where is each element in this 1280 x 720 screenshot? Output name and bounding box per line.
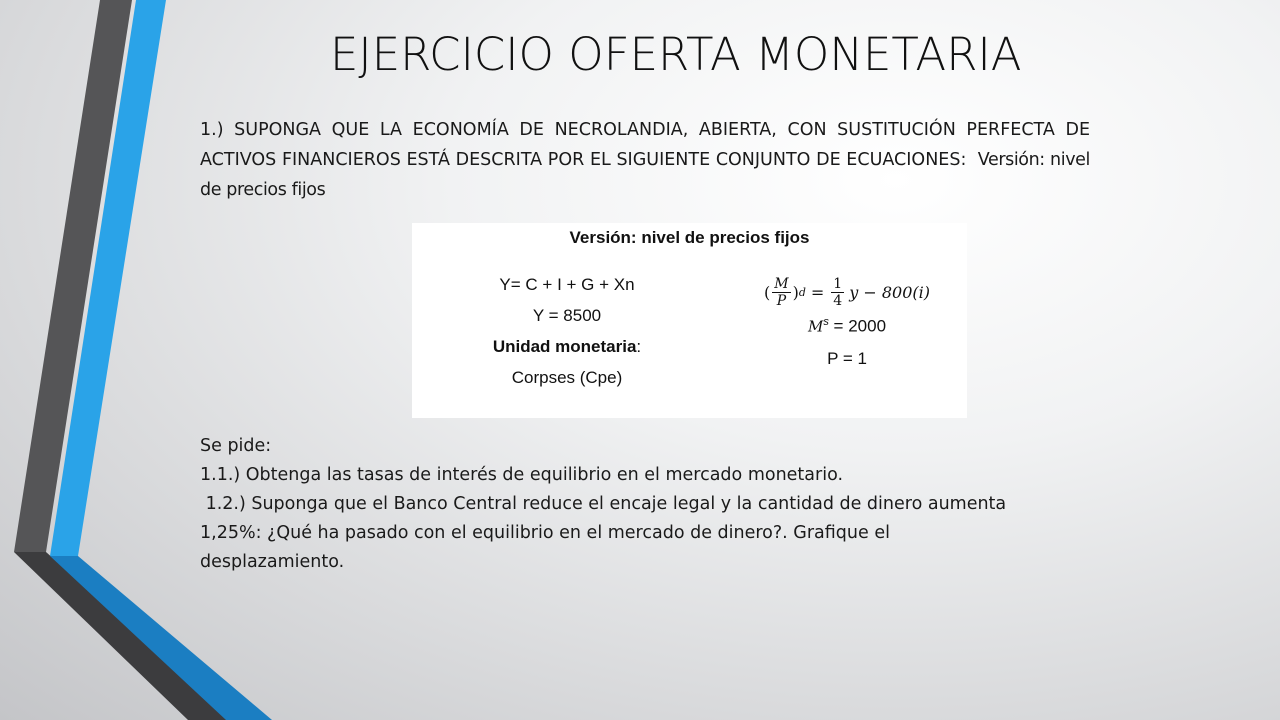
- intro-version: Versión: nivel de precios fijos: [200, 150, 1090, 200]
- question-1-1: 1.1.) Obtenga las tasas de interés de equilibrio en el mercado monetario.: [200, 465, 844, 485]
- intro-paragraph: [200, 115, 1090, 205]
- paren-close: ): [792, 282, 799, 302]
- question-1-2-line-2: 1,25%: ¿Qué ha pasado con el equilibrio en el mercado de dinero?. Grafique el: [200, 523, 890, 543]
- intro-text: 1.) SUPONGA QUE LA ECONOMÍA DE NECROLANDIA, ABIERTA, CON SUSTITUCIÓN PERFECTA DE ACTIVOS FINANCIEROS ESTÁ DESCRITA POR EL SIGUIENTE CONJUNTO DE ECUACIONES:: [200, 120, 1090, 170]
- questions-block: [200, 432, 1100, 577]
- question-1-2-line-1: 1.2.) Suponga que el Banco Central reduce el encaje legal y la cantidad de dinero aumenta: [200, 494, 1007, 514]
- equals-sign: =: [810, 282, 825, 302]
- equation-y-value: Y = 8500: [532, 306, 602, 325]
- paren-open: (: [764, 282, 771, 302]
- se-pide: Se pide:: [200, 436, 272, 456]
- unit-colon: :: [636, 337, 642, 356]
- m-numerator: M: [774, 275, 789, 292]
- ms-value: = 2000: [828, 316, 887, 336]
- unit-label-row: [472, 331, 662, 362]
- demand-superscript: d: [798, 285, 806, 299]
- unit-label: Unidad monetaria: [492, 337, 637, 356]
- equations-heading: Versión: nivel de precios fijos: [569, 228, 810, 247]
- money-supply-equation: [742, 307, 952, 343]
- m-over-p: [772, 276, 790, 309]
- equations-left-column: [472, 269, 662, 393]
- ms-symbol: M: [807, 317, 824, 336]
- price-level-equation: P = 1: [827, 348, 867, 368]
- fraction-denominator: 4: [833, 292, 843, 309]
- fraction-numerator: 1: [833, 275, 843, 292]
- demand-rest: y − 800(i): [849, 282, 930, 302]
- equations-right-column: [742, 269, 952, 374]
- question-1-2-line-3: desplazamiento.: [200, 552, 345, 572]
- unit-value: Corpses (Cpe): [511, 368, 623, 387]
- equations-image: [412, 223, 967, 418]
- equation-y-sum: Y= C + I + G + Xn: [499, 275, 635, 294]
- slide-title: EJERCICIO OFERTA MONETARIA: [330, 28, 1022, 81]
- one-quarter: [831, 276, 844, 309]
- blue-stripe-lower: [50, 556, 272, 720]
- supply-superscript: s: [823, 316, 829, 328]
- p-denominator: P: [776, 292, 787, 309]
